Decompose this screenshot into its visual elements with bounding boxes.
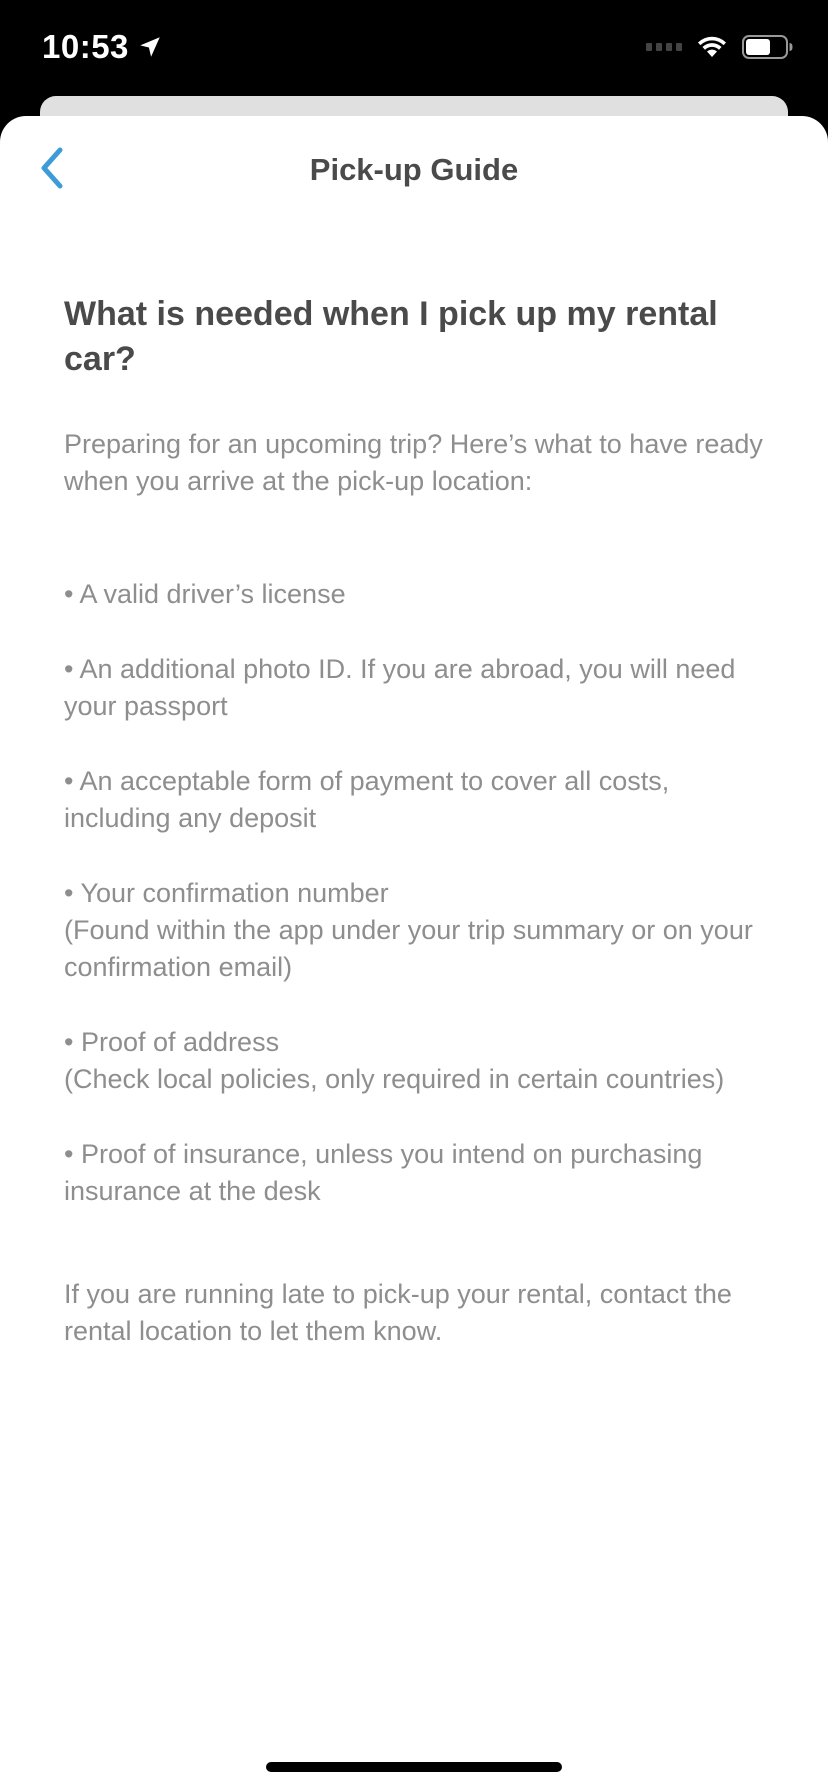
status-icons [646,34,794,60]
requirements-list [64,576,774,1210]
list-item: • An additional photo ID. If you are abroad, you will need your passport [64,654,736,721]
list-item: • Proof of insurance, unless you intend on purchasing insurance at the desk [64,1139,703,1206]
guide-heading: What is needed when I pick up my rental car? [64,295,718,378]
list-item: • An acceptable form of payment to cover all costs, including any deposit [64,766,670,833]
guide-content [64,292,774,1350]
list-item: • Your confirmation number (Found within the app under your trip summary or on your confirmation email) [64,878,753,982]
navigation-bar [0,116,828,228]
page-title: Pick-up Guide [309,152,519,187]
status-time: 10:53 [42,28,129,65]
pickup-guide-sheet [0,116,828,1792]
list-item: • Proof of address (Check local policies, only required in certain countries) [64,1027,725,1094]
cellular-signal-icon [646,43,682,51]
wifi-icon [696,35,728,59]
late-notice: If you are running late to pick-up your rental, contact the rental location to let them know. [64,1279,732,1346]
battery-icon [742,34,794,60]
location-arrow-icon [137,34,163,60]
status-bar [0,0,828,100]
list-item: • A valid driver’s license [64,579,346,609]
guide-intro: Preparing for an upcoming trip? Here’s what to have ready when you arrive at the pick-up location: [64,429,763,496]
home-indicator[interactable] [266,1762,562,1772]
status-time-group [42,28,163,66]
